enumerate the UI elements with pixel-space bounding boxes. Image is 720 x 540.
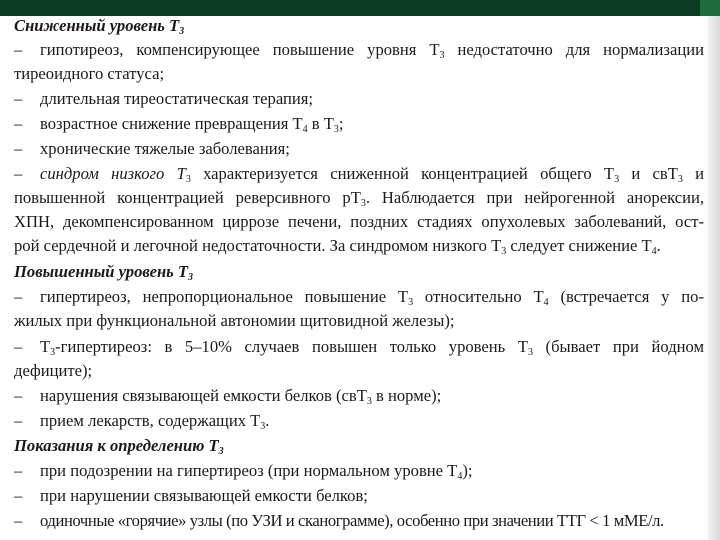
heading-low-t3: Сниженный уровень $Т_3$: [14, 16, 185, 37]
list-item-chronic: – хронические тяжелые заболевания;: [14, 139, 290, 158]
top-banner-accent: [700, 0, 720, 16]
right-edge-bar: [708, 16, 720, 540]
list-item-hyperthyroidism-cont: жилых при функциональной автономии щитовидной железы);: [14, 311, 455, 330]
list-item-low-t3-syndrome-l2: повышенной концентрацией реверсивного $рТ_3$. Наблюдается при нейрогенной анорексии,: [14, 188, 704, 209]
list-item-t3-hyperthyroidism: – $Т_3$-гипертиреоз: в 5–10% случаев повышен только уровень $Т_3$ (бывает при йодном: [14, 337, 704, 358]
list-item-hypothyroidism-cont: тиреоидного статуса;: [14, 64, 165, 83]
list-item-low-t3-syndrome-l4: рой сердечной и легочной недостаточности. За синдромом низкого $Т_3$ следует снижение $Т_4$.: [14, 236, 661, 257]
list-item-hypothyroidism: – гипотиреоз, компенсирующее повышение уровня $Т_3$ недостаточно для нормализации: [14, 40, 704, 61]
list-item-suspected-hyperthyroidism: – при подозрении на гипертиреоз (при нормальном уровне $Т_4$);: [14, 461, 473, 482]
list-item-low-t3-syndrome-l3: ХПН, декомпенсированном циррозе печени, поздних стадиях опухолевых заболеваний, ост-: [14, 212, 704, 231]
list-item-low-t3-syndrome: – синдром низкого $Т_3$ характеризуется сниженной концентрацией общего $Т_3$ и свТ$_3$ и: [14, 164, 704, 185]
list-item-thyrostatic: – длительная тиреостатическая терапия;: [14, 89, 313, 108]
list-item-hot-nodules: – одиночные «горячие» узлы (по УЗИ и сканограмме), особенно при значении ТТГ < 1 мМЕ/л.: [14, 511, 664, 530]
list-item-binding-capacity: – нарушения связывающей емкости белков (свТ$_3$ в норме);: [14, 386, 442, 407]
heading-indications: Показания к определению $Т_3$: [14, 436, 224, 457]
list-item-t3-hyperthyroidism-cont: дефиците);: [14, 361, 93, 380]
list-item-hyperthyroidism: – гипертиреоз, непропорциональное повышение $Т_3$ относительно $Т_4$ (встречается у по-: [14, 287, 704, 308]
heading-high-t3: Повышенный уровень $Т_3$: [14, 262, 194, 283]
list-item-protein-binding: – при нарушении связывающей емкости белков;: [14, 486, 368, 505]
list-item-drugs: – прием лекарств, содержащих $Т_3$.: [14, 411, 270, 432]
list-item-age: – возрастное снижение превращения $Т_4$ в $Т_3$;: [14, 114, 344, 135]
